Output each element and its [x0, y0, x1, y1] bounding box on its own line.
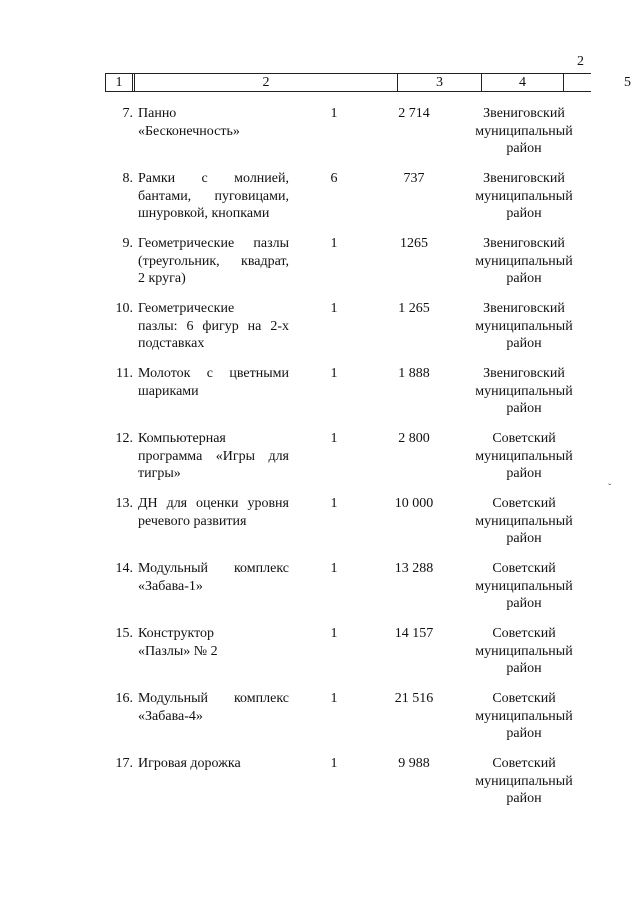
item-name-line: программа «Игры для	[138, 448, 289, 464]
item-price: 1265	[400, 236, 428, 251]
item-district-line: муниципальный	[475, 318, 573, 334]
item-name-line: речевого развития	[138, 513, 247, 529]
item-quantity: 1	[330, 366, 338, 381]
item-quantity: 1	[330, 561, 338, 576]
item-district	[460, 560, 588, 613]
item-district-line: район	[506, 791, 542, 806]
item-name	[138, 560, 289, 595]
item-district	[460, 755, 588, 808]
item-district-line: Советский	[492, 561, 556, 576]
item-name-line: «Забава-1»	[138, 578, 203, 594]
item-quantity: 1	[330, 106, 338, 121]
item-district-line: Звениговский	[483, 301, 565, 316]
item-quantity: 1	[330, 496, 338, 511]
row-number: 12.	[115, 431, 133, 446]
header-col-4: 4	[519, 75, 526, 90]
item-district-line: Советский	[492, 431, 556, 446]
item-district-line: Звениговский	[483, 236, 565, 251]
table-header	[105, 73, 631, 92]
item-name-line: Геометрические пазлы	[138, 236, 289, 251]
item-district-line: Советский	[492, 756, 556, 771]
item-name	[138, 300, 289, 353]
item-district	[460, 430, 588, 483]
item-price: 13 288	[394, 561, 434, 576]
item-name-line: Рамки с молнией,	[138, 171, 289, 186]
item-quantity: 1	[330, 236, 338, 251]
item-district-line: район	[506, 336, 542, 351]
item-district	[460, 300, 588, 353]
item-price: 21 516	[394, 691, 434, 706]
item-name-line: шариками	[138, 383, 199, 399]
item-name-line: бантами, пуговицами,	[138, 188, 289, 204]
item-price: 10 000	[394, 496, 434, 511]
item-district-line: муниципальный	[475, 513, 573, 529]
item-price: 14 157	[394, 626, 434, 641]
item-district-line: муниципальный	[475, 253, 573, 269]
item-quantity: 6	[330, 171, 338, 186]
item-district	[460, 170, 588, 223]
item-district-line: муниципальный	[475, 708, 573, 724]
header-col-1: 1	[115, 75, 123, 90]
item-name-line: Игровая дорожка	[138, 756, 241, 771]
item-district-line: район	[506, 271, 542, 286]
row-number: 15.	[115, 626, 133, 641]
item-district-line: Советский	[492, 691, 556, 706]
item-district-line: муниципальный	[475, 448, 573, 464]
item-name	[138, 690, 289, 725]
item-quantity: 1	[330, 691, 338, 706]
item-name-line: пазлы: 6 фигур на 2-х	[138, 318, 289, 334]
item-district-line: Советский	[492, 496, 556, 511]
item-district-line: муниципальный	[475, 578, 573, 594]
item-name	[138, 755, 289, 773]
row-number: 13.	[115, 496, 133, 511]
row-number: 11.	[116, 366, 133, 381]
item-name-line: «Забава-4»	[138, 708, 203, 724]
item-name-line: Молоток с цветными	[138, 366, 289, 381]
item-name	[138, 105, 289, 140]
item-district	[460, 365, 588, 418]
item-price: 737	[403, 171, 425, 186]
item-name-line: ДН для оценки уровня	[138, 496, 289, 511]
row-number: 10.	[115, 301, 133, 316]
item-district-line: Советский	[492, 626, 556, 641]
item-quantity: 1	[330, 431, 338, 446]
item-district-line: район	[506, 726, 542, 741]
row-number: 16.	[115, 691, 133, 706]
item-district-line: муниципальный	[475, 643, 573, 659]
item-price: 9 988	[398, 756, 430, 771]
item-district-line: муниципальный	[475, 123, 573, 139]
item-name-line: Модульный комплекс	[138, 691, 289, 706]
item-name-line: Конструктор	[138, 626, 215, 641]
item-name-line: Модульный комплекс	[138, 561, 289, 576]
item-district-line: район	[506, 466, 542, 481]
page-number: 2	[577, 54, 584, 69]
item-price: 2 714	[398, 106, 430, 121]
row-number: 17.	[115, 756, 133, 771]
item-district-line: район	[506, 531, 542, 546]
item-district-line: Звениговский	[483, 366, 565, 381]
item-price: 1 888	[398, 366, 430, 381]
item-district-line: муниципальный	[475, 188, 573, 204]
item-district-line: муниципальный	[475, 383, 573, 399]
item-district	[460, 235, 588, 288]
item-name	[138, 365, 289, 400]
row-number: 7.	[122, 106, 133, 121]
item-district-line: Звениговский	[483, 106, 565, 121]
item-name-line: шнуровкой, кнопками	[138, 206, 270, 221]
item-name-line: Компьютерная	[138, 431, 226, 446]
row-number: 8.	[122, 171, 133, 186]
item-name	[138, 495, 289, 530]
item-district-line: район	[506, 206, 542, 221]
header-col-5: 5	[624, 75, 631, 90]
item-name-line: 2 круга)	[138, 271, 186, 286]
scan-mark: ˇ	[608, 483, 612, 494]
item-quantity: 1	[330, 301, 338, 316]
item-district-line: район	[506, 141, 542, 156]
item-district-line: район	[506, 661, 542, 676]
item-name-line: тигры»	[138, 466, 181, 481]
item-price: 2 800	[398, 431, 430, 446]
item-name-line: Панно	[138, 106, 177, 121]
item-quantity: 1	[330, 626, 338, 641]
item-district-line: муниципальный	[475, 773, 573, 789]
item-district-line: район	[506, 401, 542, 416]
item-district	[460, 495, 588, 548]
item-price: 1 265	[398, 301, 430, 316]
item-quantity: 1	[330, 756, 338, 771]
item-district	[460, 625, 588, 678]
item-name-line: Геометрические	[138, 301, 235, 316]
item-name-line: «Пазлы» № 2	[138, 643, 218, 659]
row-number: 14.	[115, 561, 133, 576]
item-district-line: Звениговский	[483, 171, 565, 186]
header-col-3: 3	[436, 75, 443, 90]
item-name	[138, 430, 289, 483]
item-district	[460, 105, 588, 158]
item-name	[138, 625, 289, 660]
item-district-line: район	[506, 596, 542, 611]
item-name-line: «Бесконечность»	[138, 123, 240, 139]
item-name	[138, 170, 289, 223]
row-number: 9.	[122, 236, 133, 251]
item-name-line: (треугольник, квадрат,	[138, 253, 289, 269]
item-district	[460, 690, 588, 743]
item-name	[138, 235, 289, 288]
header-col-2: 2	[262, 75, 270, 90]
item-name-line: подставках	[138, 336, 205, 351]
